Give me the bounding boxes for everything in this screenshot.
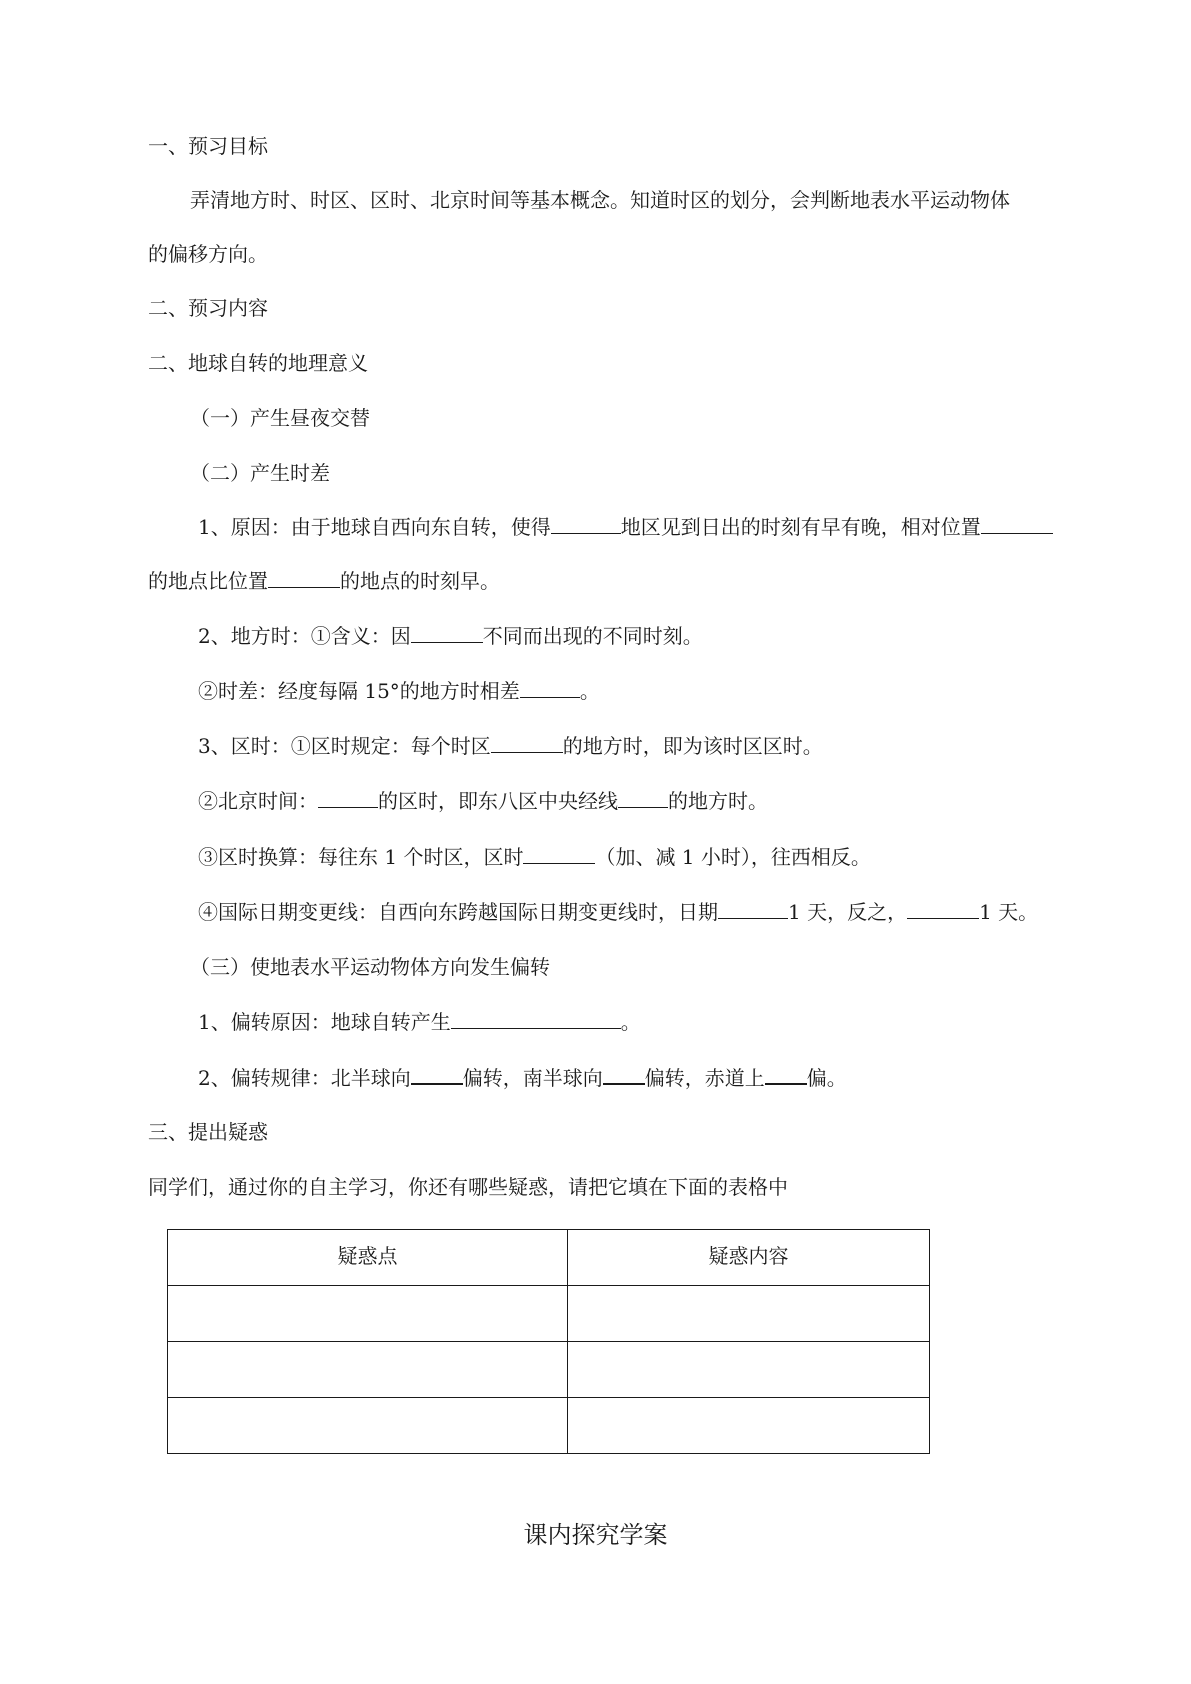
header-doubt-content: [568, 1230, 930, 1286]
section2-heading: 二、预习内容: [148, 296, 268, 320]
item3b-text-b: 的区时，即东八区中央经线: [378, 789, 618, 813]
item2-line: [198, 622, 703, 650]
fill-blank[interactable]: [523, 843, 595, 864]
table-row: [168, 1398, 930, 1454]
item3b-text-c: 的地方时。: [668, 789, 768, 813]
item3b-line: [198, 787, 768, 815]
section3-heading: 三、提出疑惑: [148, 1120, 268, 1144]
part2-heading: （二）产生时差: [190, 461, 330, 485]
item1-line2: [148, 567, 500, 595]
item3d-text-b: 1 天，反之，: [788, 900, 908, 924]
item4-line: [198, 1008, 641, 1036]
fill-blank[interactable]: [765, 1063, 807, 1085]
item5-text-d: 偏。: [806, 1066, 847, 1090]
table-cell[interactable]: [168, 1342, 568, 1398]
table-row: [168, 1342, 930, 1398]
fill-blank[interactable]: [451, 1008, 621, 1029]
header-doubt-point-label: 疑惑点: [337, 1244, 398, 1268]
table-cell[interactable]: [168, 1398, 568, 1454]
item3d-line: [198, 898, 1038, 926]
table-cell[interactable]: [168, 1286, 568, 1342]
item5-text-c: 偏转，赤道上: [644, 1066, 765, 1090]
item5-text-a: 2、偏转规律：北半球向: [198, 1066, 411, 1090]
fill-blank[interactable]: [718, 898, 788, 919]
item3-text-b: 的地方时，即为该时区区时。: [562, 734, 823, 758]
item3d-text-c: 1 天。: [979, 900, 1039, 924]
item3c-text-b: （加、减 1 小时），往西相反。: [595, 845, 871, 869]
item5-line: [198, 1063, 847, 1092]
item2b-text-a: ②时差：经度每隔 15°的地方时相差: [198, 679, 520, 703]
item3-line: [198, 732, 823, 760]
part3-heading: （三）使地表水平运动物体方向发生偏转: [190, 955, 550, 979]
section2-subheading: 二、地球自转的地理意义: [148, 351, 368, 375]
item3b-text-a: ②北京时间：: [198, 789, 318, 813]
fill-blank[interactable]: [907, 898, 979, 919]
fill-blank[interactable]: [520, 677, 580, 698]
footer-title: 课内探究学案: [523, 1521, 668, 1549]
item3d-text-a: ④国际日期变更线：自西向东跨越国际日期变更线时，日期: [198, 900, 718, 924]
item5-text-b: 偏转，南半球向: [462, 1066, 603, 1090]
fill-blank[interactable]: [603, 1063, 645, 1085]
doubts-table: [167, 1229, 930, 1454]
item4-text-b: 。: [620, 1010, 641, 1034]
section3-intro: 同学们，通过你的自主学习，你还有哪些疑惑，请把它填在下面的表格中: [148, 1175, 788, 1199]
fill-blank[interactable]: [411, 622, 483, 643]
fill-blank[interactable]: [268, 567, 340, 588]
item1-text-a: 1、原因：由于地球自西向东自转，使得: [198, 515, 551, 539]
fill-blank[interactable]: [318, 787, 378, 808]
fill-blank[interactable]: [618, 787, 668, 808]
section1-paragraph-line1: 弄清地方时、时区、区时、北京时间等基本概念。知道时区的划分，会判断地表水平运动物体: [190, 188, 1010, 212]
fill-blank[interactable]: [411, 1063, 463, 1085]
section1-heading: 一、预习目标: [148, 134, 268, 158]
item1-line1: [198, 513, 1053, 541]
section1-paragraph-line2: 的偏移方向。: [148, 242, 268, 266]
table-cell[interactable]: [568, 1286, 930, 1342]
table-row: [168, 1286, 930, 1342]
table-cell[interactable]: [568, 1398, 930, 1454]
header-doubt-point: [168, 1230, 568, 1286]
fill-blank[interactable]: [551, 513, 621, 534]
table-header-row: [168, 1230, 930, 1286]
header-doubt-content-label: 疑惑内容: [708, 1244, 789, 1268]
item3c-line: [198, 843, 871, 871]
item1-text-d: 的地点的时刻早。: [340, 569, 500, 593]
item1-text-c: 的地点比位置: [148, 569, 268, 593]
table-cell[interactable]: [568, 1342, 930, 1398]
item2-text-a: 2、地方时：①含义：因: [198, 624, 411, 648]
item2b-line: [198, 677, 600, 705]
item1-text-b: 地区见到日出的时刻有早有晚，相对位置: [620, 515, 981, 539]
fill-blank[interactable]: [981, 513, 1053, 534]
item4-text-a: 1、偏转原因：地球自转产生: [198, 1010, 451, 1034]
item2-text-b: 不同而出现的不同时刻。: [482, 624, 703, 648]
part1-heading: （一）产生昼夜交替: [190, 406, 370, 430]
item3-text-a: 3、区时：①区时规定：每个时区: [198, 734, 491, 758]
fill-blank[interactable]: [491, 732, 563, 753]
item3c-text-a: ③区时换算：每往东 1 个时区，区时: [198, 845, 524, 869]
item2b-text-b: 。: [579, 679, 600, 703]
